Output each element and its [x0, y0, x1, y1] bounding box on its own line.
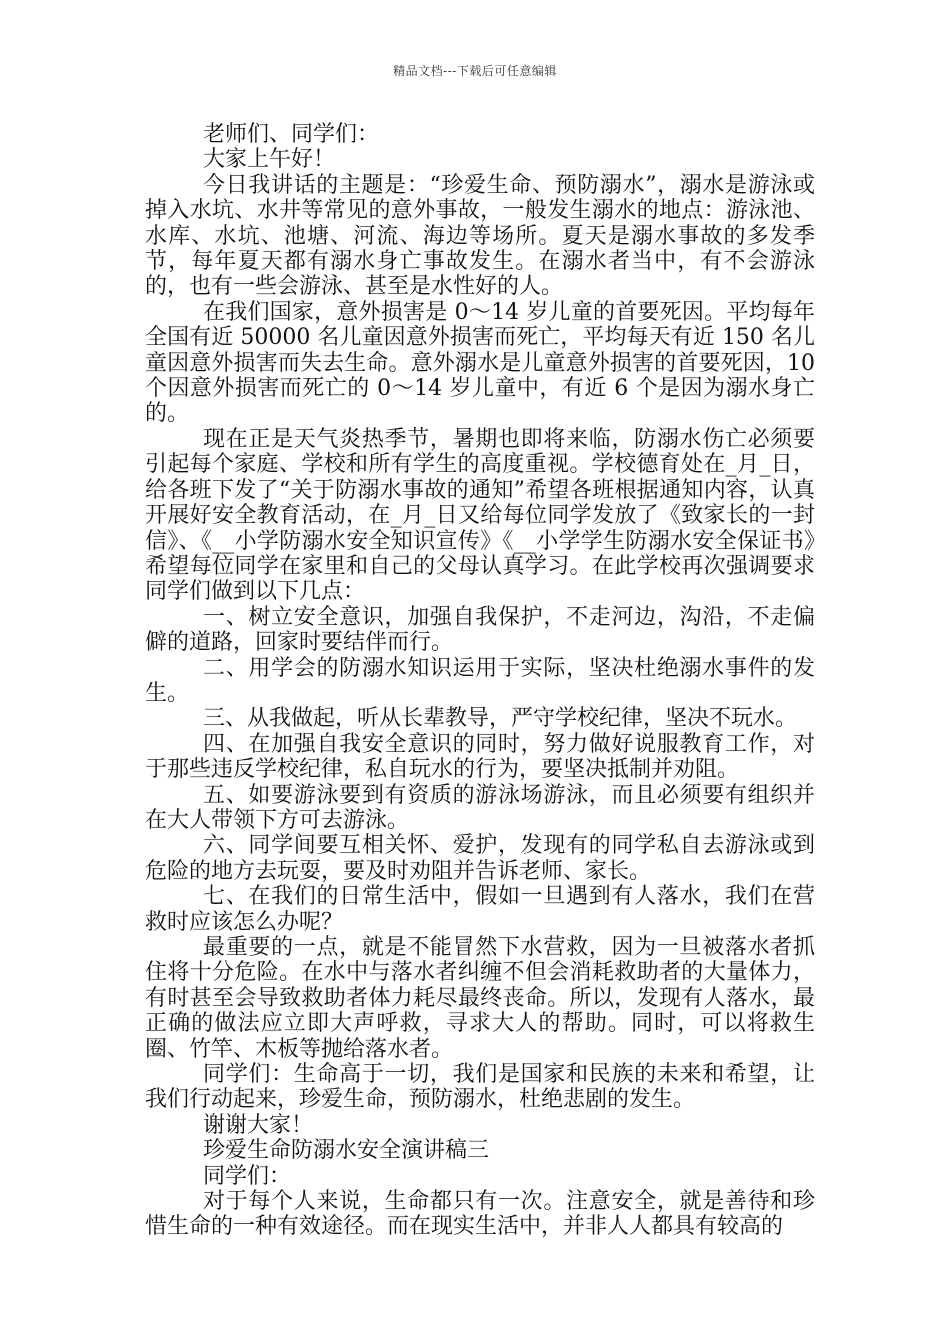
rule-2: 二、用学会的防溺水知识运用于实际，坚决杜绝溺水事件的发生。 — [145, 655, 815, 706]
document-body — [145, 122, 815, 1240]
rule-7: 七、在我们的日常生活中，假如一旦遇到有人落水，我们在营救时应该怎么办呢？ — [145, 884, 815, 935]
salutation-2: 同学们： — [203, 1163, 292, 1189]
page-header: 精品文档---下载后可任意编辑 — [393, 64, 557, 78]
paragraph-school-notice: 现在正是天气炎热季节，暑期也即将来临，防溺水伤亡必须要引起每个家庭、学校和所有学生的高度重视。学校德育处在_月_日，给各班下发了“关于防溺水事故的通知”希望各班根据通知内容，认真开展好安全教育活动，在_月_日又给每位同学发放了《致家长的一封信》、《__小学防溺水安全知识宣传》《__小学学生防溺水安全保证书》希望每位同学在家里和自己的父母认真学习。在此学校再次强调要求同学们做到以下几点： — [145, 426, 815, 605]
paragraph-closing: 同学们：生命高于一切，我们是国家和民族的未来和希望，让我们行动起来，珍爱生命，预防溺水，杜绝悲剧的发生。 — [145, 1062, 815, 1113]
rule-4: 四、在加强自我安全意识的同时，努力做好说服教育工作，对于那些违反学校纪律，私自玩水的行为，要坚决抵制并劝阻。 — [145, 731, 815, 783]
rule-3: 三、从我做起，听从长辈教导，严守学校纪律，坚决不玩水。 — [203, 706, 798, 732]
section-title: 珍爱生命防溺水安全演讲稿三 — [203, 1138, 490, 1164]
paragraph-topic: 今日我讲话的主题是：“珍爱生命、预防溺水”，溺水是游泳或掉入水坑、水井等常见的意外事故，一般发生溺水的地点：游泳池、水库、水坑、池塘、河流、海边等场所。夏天是溺水事故的多发季节，每年夏天都有溺水身亡事故发生。在溺水者当中，有不会游泳的，也有一些会游泳、甚至是水性好的人。 — [145, 172, 815, 300]
rule-6: 六、同学间要互相关怀、爱护，发现有的同学私自去游泳或到危险的地方去玩耍，要及时劝阻并告诉老师、家长。 — [145, 833, 815, 884]
paragraph-statistics: 在我们国家，意外损害是 0～14 岁儿童的首要死因。平均每年全国有近 50000 名儿童因意外损害而死亡，平均每天有近 150 名儿童因意外损害而失去生命。意外溺水是儿童意外损害的首要死因，10 个因意外损害而死亡的 0～14 岁儿童中，有近 6 个是因为溺水身亡的。 — [145, 299, 815, 427]
rule-5: 五、如要游泳要到有资质的游泳场游泳，而且必须要有组织并在大人带领下方可去游泳。 — [145, 782, 815, 833]
thanks: 谢谢大家！ — [203, 1112, 314, 1138]
rule-1: 一、树立安全意识，加强自我保护，不走河边，沟沿，不走偏僻的道路，回家时要结伴而行。 — [145, 604, 815, 656]
paragraph-rescue: 最重要的一点，就是不能冒然下水营救，因为一旦被落水者抓住将十分危险。在水中与落水者纠缠不但会消耗救助者的大量体力，有时甚至会导致救助者体力耗尽最终丧命。所以，发现有人落水，最正确的做法应立即大声呼救，寻求大人的帮助。同时，可以将救生圈、竹竿、木板等抛给落水者。 — [145, 935, 815, 1062]
salutation: 老师们、同学们： — [203, 122, 380, 147]
greeting: 大家上午好！ — [203, 147, 336, 173]
paragraph-intro-2: 对于每个人来说，生命都只有一次。注意安全，就是善待和珍惜生命的一种有效途径。而在现实生活中，并非人人都具有较高的 — [145, 1189, 815, 1240]
